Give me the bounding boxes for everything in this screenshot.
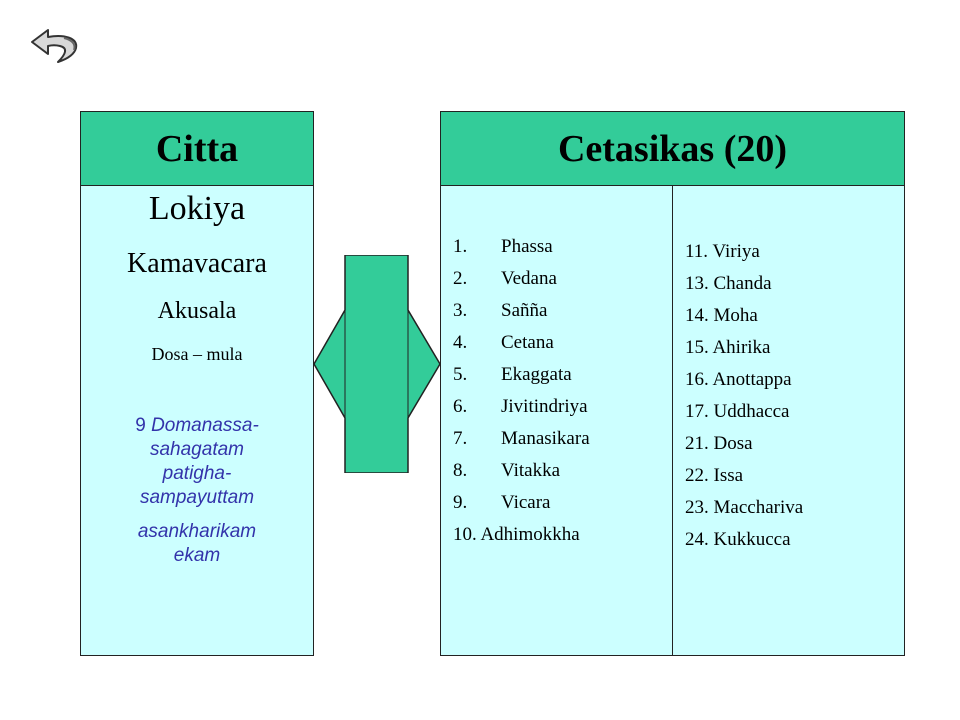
cetasikas-left-list	[453, 231, 590, 551]
list-item: 10. Adhimokkha	[453, 524, 580, 545]
citta-desc-line4: sampayuttam	[139, 487, 255, 508]
list-item: 14. Moha	[685, 305, 758, 326]
list-item: 21. Dosa	[685, 433, 753, 454]
list-item: 7. Manasikara	[453, 428, 590, 449]
list-item: 3. Sañña	[453, 300, 548, 321]
citta-desc-line6: ekam	[173, 545, 221, 566]
list-item: 17. Uddhacca	[685, 401, 790, 422]
citta-description	[81, 414, 313, 568]
list-item: 4. Cetana	[453, 332, 554, 353]
list-item: 24. Kukkucca	[685, 529, 791, 550]
citta-number: 9	[135, 415, 146, 436]
back-arrow-icon[interactable]	[24, 22, 84, 66]
list-item: 15. Ahirika	[685, 337, 771, 358]
citta-title: Citta	[155, 127, 239, 170]
citta-line-kamavacara: Kamavacara	[127, 248, 267, 279]
citta-line-dosa-mula: Dosa – mula	[151, 344, 243, 364]
list-item: 11. Viriya	[685, 241, 760, 262]
list-item: 13. Chanda	[685, 273, 772, 294]
list-item: 22. Issa	[685, 465, 744, 486]
citta-desc-line1: Domanassa-	[151, 415, 259, 436]
citta-panel	[80, 185, 314, 656]
cetasikas-left-column	[440, 185, 673, 656]
list-item: 6. Jivitindriya	[453, 396, 588, 417]
cetasikas-header	[440, 111, 905, 186]
list-item: 5. Ekaggata	[453, 364, 572, 385]
list-item: 9. Vicara	[453, 492, 551, 513]
list-item: 8. Vitakka	[453, 460, 561, 481]
list-item: 2. Vedana	[453, 268, 557, 289]
cetasikas-right-list	[685, 236, 803, 556]
citta-line-lokiya: Lokiya	[148, 190, 246, 227]
list-item: 1. Phassa	[453, 236, 553, 257]
list-item: 16. Anottappa	[685, 369, 792, 390]
cetasikas-right-column	[672, 185, 905, 656]
cetasikas-title: Cetasikas (20)	[557, 127, 788, 170]
list-item: 23. Macchariva	[685, 497, 804, 518]
citta-header	[80, 111, 314, 186]
citta-desc-line3: patigha-	[162, 463, 232, 484]
citta-desc-line5: asankharikam	[137, 521, 257, 542]
citta-desc-line2: sahagatam	[149, 439, 244, 460]
citta-line-akusala: Akusala	[157, 298, 237, 324]
double-arrow-connector	[312, 255, 442, 473]
